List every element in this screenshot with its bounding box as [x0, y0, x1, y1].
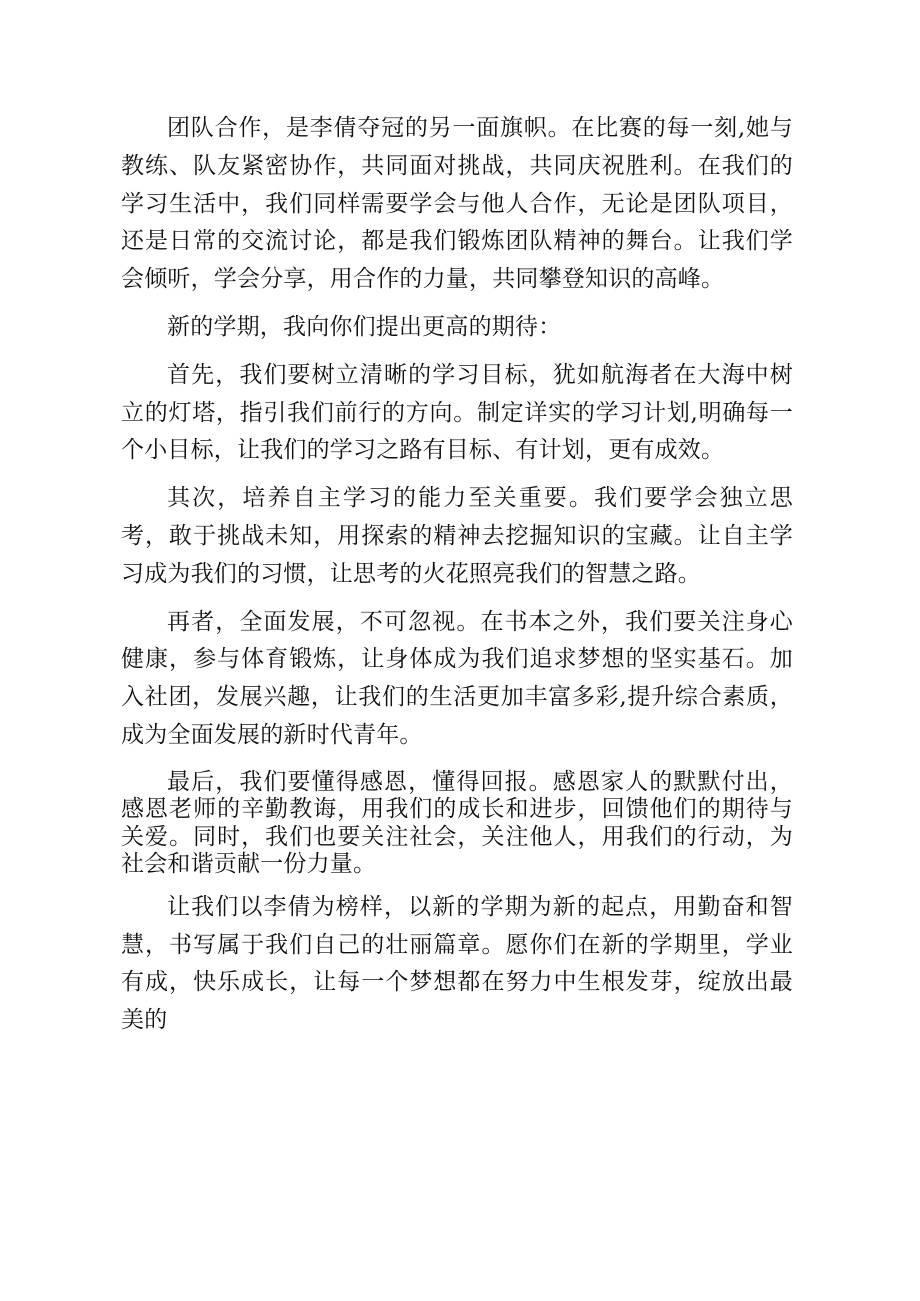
paragraph-teamwork: 团队合作，是李倩夺冠的另一面旗帜。在比赛的每一刻,她与教练、队友紧密协作，共同面对挑战，共同庆祝胜利。在我们的学习生活中，我们同样需要学会与他人合作，无论是团队项目，还是日常的交流讨论，都是我们锻炼团队精神的舞台。让我们学会倾听，学会分享，用合作的力量，共同攀登知识的高峰。: [121, 115, 793, 293]
paragraph-finally-gratitude: 最后，我们要懂得感恩，懂得回报。感恩家人的默默付出，感恩老师的辛勤教诲，用我们的成长和进步，回馈他们的期待与关爱。同时，我们也要关注社会，关注他人，用我们的行动，为社会和谐贡献一份力量。: [121, 768, 793, 878]
paragraph-second-self-study: 其次，培养自主学习的能力至关重要。我们要学会独立思考，敢于挑战未知，用探索的精神去挖掘知识的宝藏。让自主学习成为我们的习惯，让思考的火花照亮我们的智慧之路。: [121, 485, 793, 587]
paragraph-closing: 让我们以李倩为榜样，以新的学期为新的起点，用勤奋和智慧，书写属于我们自己的壮丽篇章。愿你们在新的学期里，学业有成，快乐成长，让每一个梦想都在努力中生根发芽，绽放出最美的: [121, 893, 793, 1034]
document-body: [121, 110, 793, 1050]
paragraph-expectations-intro: 新的学期，我向你们提出更高的期待：: [167, 313, 562, 340]
paragraph-first-goals: 首先，我们要树立清晰的学习目标，犹如航海者在大海中树立的灯塔，指引我们前行的方向。制定详实的学习计划,明确每一个小目标，让我们的学习之路有目标、有计划，更有成效。: [121, 361, 793, 464]
paragraph-third-development: 再者，全面发展，不可忽视。在书本之外，我们要关注身心健康，参与体育锻炼，让身体成为我们追求梦想的坚实基石。加入社团，发展兴趣，让我们的生活更加丰富多彩,提升综合素质，成为全面发展的新时代青年。: [121, 608, 793, 748]
